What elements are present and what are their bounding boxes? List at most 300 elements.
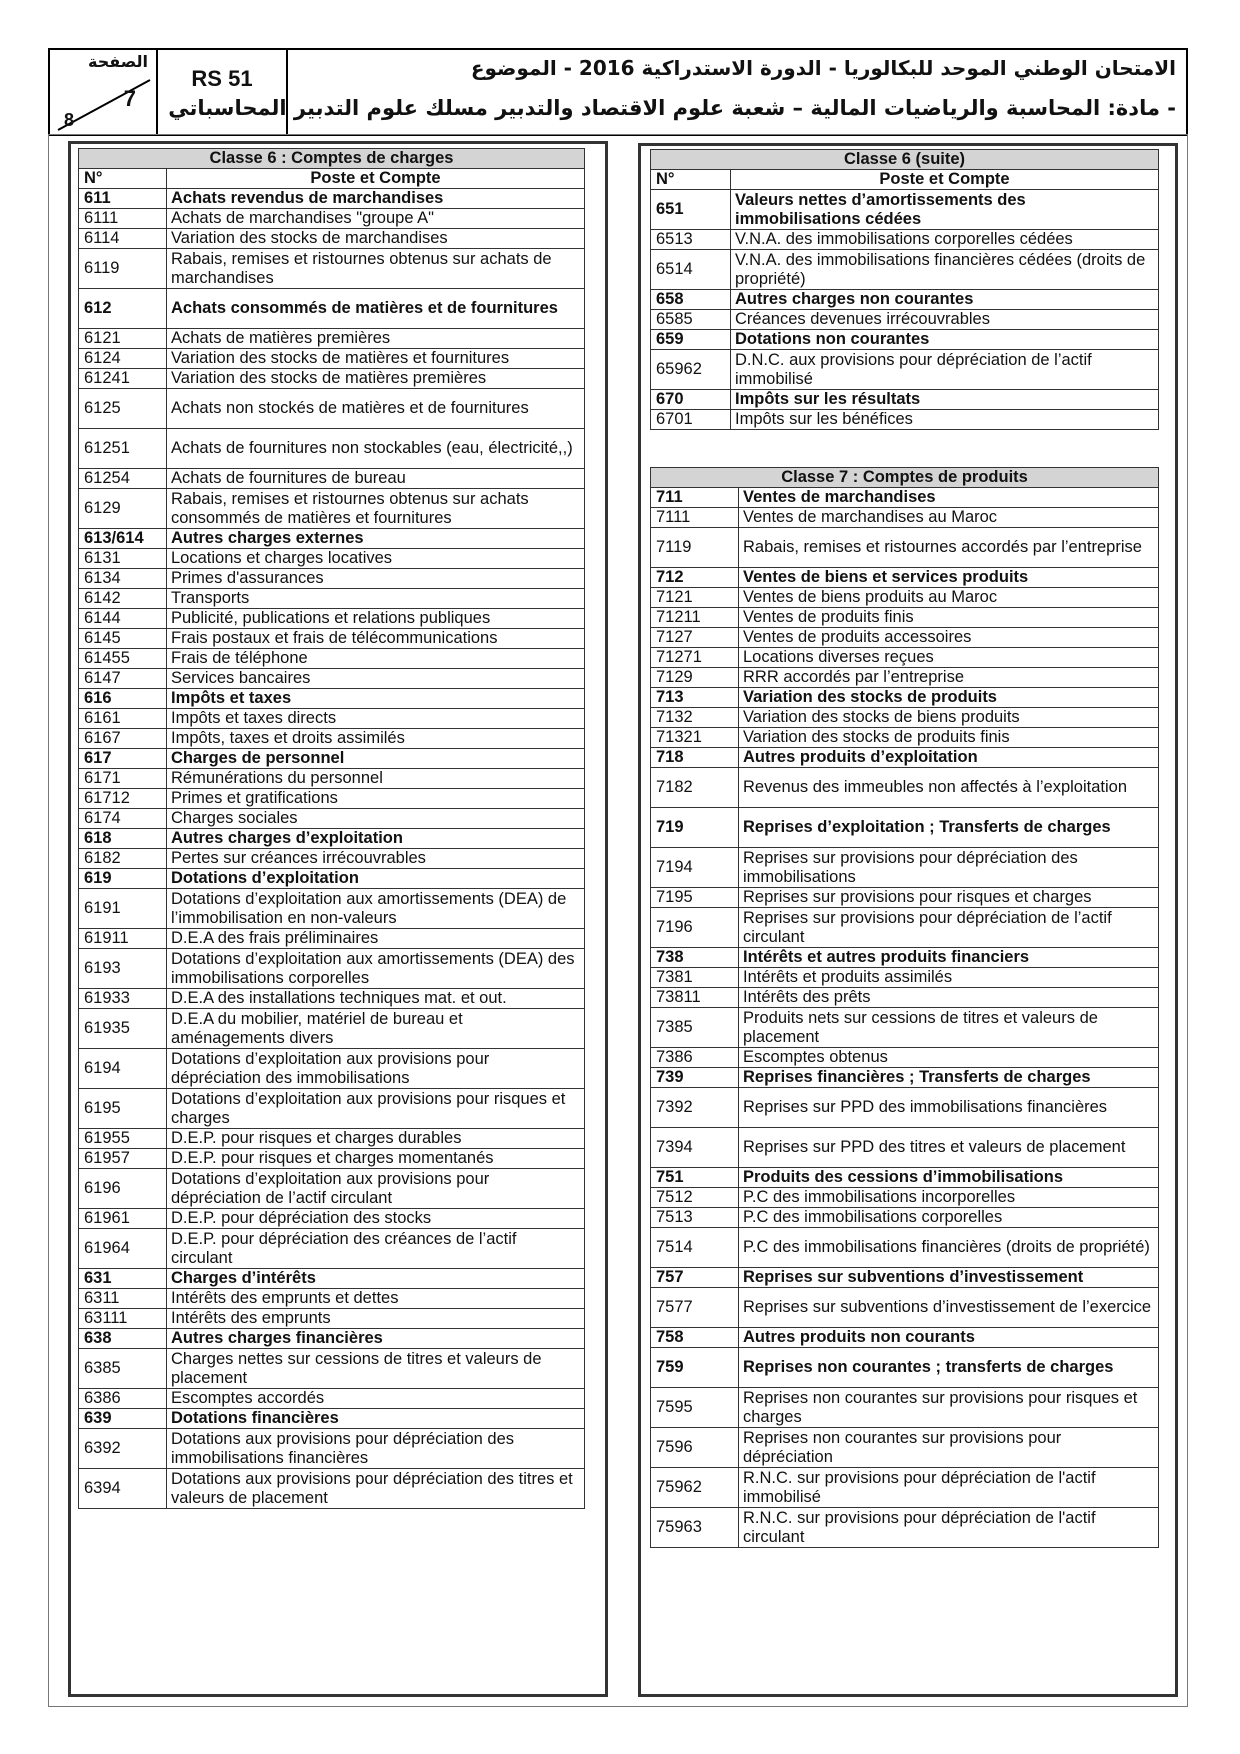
table-row bbox=[79, 829, 585, 849]
account-label: Rabais, remises et ristournes obtenus sur achats consommés de matières et fournitures bbox=[167, 489, 585, 529]
account-number: 7513 bbox=[651, 1208, 739, 1228]
account-number: 638 bbox=[79, 1329, 167, 1349]
account-number: 7392 bbox=[651, 1088, 739, 1128]
account-number: 6129 bbox=[79, 489, 167, 529]
account-number: 61911 bbox=[79, 929, 167, 949]
account-number: 7182 bbox=[651, 768, 739, 808]
account-label: Variation des stocks de biens produits bbox=[739, 708, 1159, 728]
account-label: Intérêts des emprunts bbox=[167, 1309, 585, 1329]
account-number: 6392 bbox=[79, 1429, 167, 1469]
table-row bbox=[651, 528, 1159, 568]
table-row bbox=[79, 1469, 585, 1509]
account-number: 7385 bbox=[651, 1008, 739, 1048]
account-label: Achats non stockés de matières et de fournitures bbox=[167, 389, 585, 429]
account-number: 6514 bbox=[651, 250, 731, 290]
account-label: Primes et gratifications bbox=[167, 789, 585, 809]
account-number: 61251 bbox=[79, 429, 167, 469]
account-label: Variation des stocks de matières premières bbox=[167, 369, 585, 389]
account-label: Services bancaires bbox=[167, 669, 585, 689]
account-number: 6145 bbox=[79, 629, 167, 649]
table-row bbox=[651, 250, 1159, 290]
account-number: 612 bbox=[79, 289, 167, 329]
account-number: 616 bbox=[79, 689, 167, 709]
account-label: Autres charges externes bbox=[167, 529, 585, 549]
table-row bbox=[651, 668, 1159, 688]
page-indicator bbox=[50, 50, 158, 136]
account-label: Dotations aux provisions pour dépréciation des immobilisations financières bbox=[167, 1429, 585, 1469]
account-label: Reprises non courantes ; transferts de charges bbox=[739, 1348, 1159, 1388]
account-number: 6193 bbox=[79, 949, 167, 989]
table-row bbox=[651, 568, 1159, 588]
account-number: 757 bbox=[651, 1268, 739, 1288]
account-number: 7514 bbox=[651, 1228, 739, 1268]
account-label: Créances devenues irrécouvrables bbox=[731, 310, 1159, 330]
account-number: 6394 bbox=[79, 1469, 167, 1509]
account-number: 73811 bbox=[651, 988, 739, 1008]
table-row bbox=[79, 1149, 585, 1169]
account-label: Escomptes obtenus bbox=[739, 1048, 1159, 1068]
table-row bbox=[79, 789, 585, 809]
account-label: Charges d’intérêts bbox=[167, 1269, 585, 1289]
page-label: الصفحة bbox=[87, 52, 148, 71]
account-number: 618 bbox=[79, 829, 167, 849]
table-row bbox=[651, 1228, 1159, 1268]
exam-code-box bbox=[158, 50, 288, 136]
account-label: Ventes de produits finis bbox=[739, 608, 1159, 628]
table-row bbox=[79, 809, 585, 829]
table-row bbox=[79, 249, 585, 289]
table-row bbox=[79, 709, 585, 729]
table-row bbox=[651, 988, 1159, 1008]
table-row bbox=[651, 628, 1159, 648]
account-label: D.E.P. pour dépréciation des stocks bbox=[167, 1209, 585, 1229]
account-label: R.N.C. sur provisions pour dépréciation de l'actif circulant bbox=[739, 1508, 1159, 1548]
account-label: Dotations financières bbox=[167, 1409, 585, 1429]
account-label: D.E.A des installations techniques mat. et out. bbox=[167, 989, 585, 1009]
table-row bbox=[651, 190, 1159, 230]
section-header-row bbox=[651, 150, 1159, 170]
account-number: 7132 bbox=[651, 708, 739, 728]
table-row bbox=[79, 1289, 585, 1309]
account-number: 71321 bbox=[651, 728, 739, 748]
table-row bbox=[79, 1009, 585, 1049]
table-row bbox=[79, 389, 585, 429]
section-header-row bbox=[651, 468, 1159, 488]
table-row bbox=[651, 1288, 1159, 1328]
account-label: Escomptes accordés bbox=[167, 1389, 585, 1409]
account-label: Ventes de marchandises au Maroc bbox=[739, 508, 1159, 528]
table-row bbox=[651, 908, 1159, 948]
account-label: Autres charges financières bbox=[167, 1329, 585, 1349]
table-row bbox=[79, 629, 585, 649]
table-row bbox=[651, 350, 1159, 390]
table-row bbox=[651, 1328, 1159, 1348]
page-total: 8 bbox=[64, 110, 75, 130]
table-row bbox=[79, 1049, 585, 1089]
account-label: Autres produits non courants bbox=[739, 1328, 1159, 1348]
account-number: 61961 bbox=[79, 1209, 167, 1229]
account-number: 6167 bbox=[79, 729, 167, 749]
table-row bbox=[651, 748, 1159, 768]
table-row bbox=[651, 728, 1159, 748]
table-row bbox=[651, 1508, 1159, 1548]
col-header-poste: Poste et Compte bbox=[167, 169, 585, 189]
account-label: V.N.A. des immobilisations financières cédées (droits de propriété) bbox=[731, 250, 1159, 290]
account-label: D.E.P. pour risques et charges durables bbox=[167, 1129, 585, 1149]
column-header-row bbox=[79, 169, 585, 189]
account-number: 6585 bbox=[651, 310, 731, 330]
table-row bbox=[79, 369, 585, 389]
table-row bbox=[79, 649, 585, 669]
account-number: 75962 bbox=[651, 1468, 739, 1508]
account-label: Intérêts des emprunts et dettes bbox=[167, 1289, 585, 1309]
account-label: Reprises sur PPD des titres et valeurs de placement bbox=[739, 1128, 1159, 1168]
account-label: Pertes sur créances irrécouvrables bbox=[167, 849, 585, 869]
account-number: 61935 bbox=[79, 1009, 167, 1049]
table-row bbox=[651, 708, 1159, 728]
account-number: 6131 bbox=[79, 549, 167, 569]
table-row bbox=[651, 310, 1159, 330]
col-header-number: N° bbox=[79, 169, 167, 189]
section-title: Classe 6 : Comptes de charges bbox=[79, 149, 585, 169]
account-number: 61712 bbox=[79, 789, 167, 809]
account-number: 738 bbox=[651, 948, 739, 968]
account-label: Achats de fournitures de bureau bbox=[167, 469, 585, 489]
table-row bbox=[651, 1388, 1159, 1428]
table-row bbox=[79, 1129, 585, 1149]
account-number: 61933 bbox=[79, 989, 167, 1009]
col-header-number: N° bbox=[651, 170, 731, 190]
account-number: 7512 bbox=[651, 1188, 739, 1208]
account-number: 758 bbox=[651, 1328, 739, 1348]
account-label: D.E.P. pour dépréciation des créances de l’actif circulant bbox=[167, 1229, 585, 1269]
account-number: 65962 bbox=[651, 350, 731, 390]
account-label: Variation des stocks de marchandises bbox=[167, 229, 585, 249]
account-label: Dotations d’exploitation aux amortissements (DEA) de l’immobilisation en non-valeurs bbox=[167, 889, 585, 929]
account-label: Dotations d’exploitation bbox=[167, 869, 585, 889]
exam-subject: - مادة: المحاسبة والرياضيات المالية – شعبة علوم الاقتصاد والتدبير مسلك علوم التدبير المحاسباتي bbox=[168, 96, 1176, 120]
column-header-row bbox=[651, 170, 1159, 190]
account-number: 6111 bbox=[79, 209, 167, 229]
account-label: Impôts sur les bénéfices bbox=[731, 410, 1159, 430]
account-label: P.C des immobilisations incorporelles bbox=[739, 1188, 1159, 1208]
table-row bbox=[651, 1008, 1159, 1048]
account-label: Reprises sur subventions d’investissement de l’exercice bbox=[739, 1288, 1159, 1328]
exam-title: الامتحان الوطني الموحد للبكالوريا - الدورة الاستدراكية 2016 - الموضوع bbox=[470, 56, 1176, 80]
account-label: Reprises non courantes sur provisions pour dépréciation bbox=[739, 1428, 1159, 1468]
table-row bbox=[651, 1048, 1159, 1068]
table-row bbox=[79, 1209, 585, 1229]
account-number: 718 bbox=[651, 748, 739, 768]
account-label: Variation des stocks de produits bbox=[739, 688, 1159, 708]
account-number: 711 bbox=[651, 488, 739, 508]
table-row bbox=[651, 848, 1159, 888]
account-number: 75963 bbox=[651, 1508, 739, 1548]
account-number: 61964 bbox=[79, 1229, 167, 1269]
table-row bbox=[79, 1429, 585, 1469]
account-label: P.C des immobilisations financières (droits de propriété) bbox=[739, 1228, 1159, 1268]
account-label: Achats consommés de matières et de fournitures bbox=[167, 289, 585, 329]
table-row bbox=[651, 390, 1159, 410]
account-label: Achats de fournitures non stockables (eau, électricité,,) bbox=[167, 429, 585, 469]
account-label: Autres produits d’exploitation bbox=[739, 748, 1159, 768]
account-number: 7381 bbox=[651, 968, 739, 988]
account-label: Charges de personnel bbox=[167, 749, 585, 769]
account-number: 759 bbox=[651, 1348, 739, 1388]
account-number: 7195 bbox=[651, 888, 739, 908]
table-row bbox=[651, 588, 1159, 608]
account-number: 7127 bbox=[651, 628, 739, 648]
account-label: Dotations d’exploitation aux amortissements (DEA) des immobilisations corporelles bbox=[167, 949, 585, 989]
account-number: 6134 bbox=[79, 569, 167, 589]
account-label: Reprises non courantes sur provisions pour risques et charges bbox=[739, 1388, 1159, 1428]
account-label: Reprises sur provisions pour dépréciation des immobilisations bbox=[739, 848, 1159, 888]
table-row bbox=[79, 329, 585, 349]
account-number: 6119 bbox=[79, 249, 167, 289]
table-row bbox=[79, 1329, 585, 1349]
account-number: 61241 bbox=[79, 369, 167, 389]
table-row bbox=[651, 648, 1159, 668]
account-number: 751 bbox=[651, 1168, 739, 1188]
table-row bbox=[79, 869, 585, 889]
account-label: Intérêts des prêts bbox=[739, 988, 1159, 1008]
account-number: 7577 bbox=[651, 1288, 739, 1328]
account-label: Reprises sur PPD des immobilisations financières bbox=[739, 1088, 1159, 1128]
table-row bbox=[651, 1128, 1159, 1168]
account-label: Rémunérations du personnel bbox=[167, 769, 585, 789]
account-number: 6121 bbox=[79, 329, 167, 349]
account-label: Impôts sur les résultats bbox=[731, 390, 1159, 410]
account-label: P.C des immobilisations corporelles bbox=[739, 1208, 1159, 1228]
account-label: D.N.C. aux provisions pour dépréciation de l’actif immobilisé bbox=[731, 350, 1159, 390]
table-row bbox=[79, 609, 585, 629]
account-label: Autres charges non courantes bbox=[731, 290, 1159, 310]
table-row bbox=[651, 1208, 1159, 1228]
account-label: Publicité, publications et relations publiques bbox=[167, 609, 585, 629]
section-header-row bbox=[79, 149, 585, 169]
account-number: 6114 bbox=[79, 229, 167, 249]
account-number: 6182 bbox=[79, 849, 167, 869]
table-row bbox=[651, 1168, 1159, 1188]
section-title: Classe 6 (suite) bbox=[651, 150, 1159, 170]
table-row bbox=[79, 889, 585, 929]
account-label: Revenus des immeubles non affectés à l’exploitation bbox=[739, 768, 1159, 808]
account-label: Achats de marchandises "groupe A" bbox=[167, 209, 585, 229]
account-label: Dotations d’exploitation aux provisions pour dépréciation des immobilisations bbox=[167, 1049, 585, 1089]
account-number: 631 bbox=[79, 1269, 167, 1289]
account-label: D.E.A des frais préliminaires bbox=[167, 929, 585, 949]
table-row bbox=[79, 189, 585, 209]
account-label: Variation des stocks de matières et fournitures bbox=[167, 349, 585, 369]
account-label: Reprises sur subventions d’investissement bbox=[739, 1268, 1159, 1288]
account-number: 651 bbox=[651, 190, 731, 230]
table-row bbox=[79, 929, 585, 949]
account-number: 6171 bbox=[79, 769, 167, 789]
account-label: Achats de matières premières bbox=[167, 329, 585, 349]
account-number: 7394 bbox=[651, 1128, 739, 1168]
table-row bbox=[79, 1389, 585, 1409]
account-label: Impôts et taxes bbox=[167, 689, 585, 709]
account-number: 6147 bbox=[79, 669, 167, 689]
account-number: 670 bbox=[651, 390, 731, 410]
account-label: Ventes de biens et services produits bbox=[739, 568, 1159, 588]
table-row bbox=[79, 289, 585, 329]
account-number: 63111 bbox=[79, 1309, 167, 1329]
table-row bbox=[651, 1468, 1159, 1508]
table-row bbox=[79, 1229, 585, 1269]
table-row bbox=[79, 209, 585, 229]
table-row bbox=[651, 1068, 1159, 1088]
table-row bbox=[651, 1348, 1159, 1388]
account-label: RRR accordés par l’entreprise bbox=[739, 668, 1159, 688]
table-row bbox=[651, 290, 1159, 310]
account-label: Valeurs nettes d’amortissements des immobilisations cédées bbox=[731, 190, 1159, 230]
account-number: 639 bbox=[79, 1409, 167, 1429]
account-number: 71271 bbox=[651, 648, 739, 668]
account-number: 6144 bbox=[79, 609, 167, 629]
table-row bbox=[79, 1409, 585, 1429]
account-label: D.E.P. pour risques et charges momentanés bbox=[167, 1149, 585, 1169]
account-label: Rabais, remises et ristournes obtenus sur achats de marchandises bbox=[167, 249, 585, 289]
account-number: 739 bbox=[651, 1068, 739, 1088]
table-row bbox=[79, 849, 585, 869]
table-row bbox=[79, 689, 585, 709]
table-row bbox=[79, 729, 585, 749]
account-number: 7595 bbox=[651, 1388, 739, 1428]
account-number: 6385 bbox=[79, 1349, 167, 1389]
table-row bbox=[79, 1269, 585, 1289]
account-label: Reprises financières ; Transferts de charges bbox=[739, 1068, 1159, 1088]
account-number: 713 bbox=[651, 688, 739, 708]
account-number: 7196 bbox=[651, 908, 739, 948]
produits-accounts-table bbox=[650, 467, 1159, 1548]
table-row bbox=[651, 768, 1159, 808]
table-row bbox=[651, 888, 1159, 908]
account-label: Rabais, remises et ristournes accordés par l’entreprise bbox=[739, 528, 1159, 568]
account-number: 7121 bbox=[651, 588, 739, 608]
account-label: Ventes de produits accessoires bbox=[739, 628, 1159, 648]
table-row bbox=[79, 589, 585, 609]
account-number: 61957 bbox=[79, 1149, 167, 1169]
classe6-suite-table bbox=[650, 149, 1159, 430]
account-number: 6196 bbox=[79, 1169, 167, 1209]
account-label: Impôts et taxes directs bbox=[167, 709, 585, 729]
account-label: D.E.A du mobilier, matériel de bureau et aménagements divers bbox=[167, 1009, 585, 1049]
account-label: Ventes de biens produits au Maroc bbox=[739, 588, 1159, 608]
account-number: 6191 bbox=[79, 889, 167, 929]
account-number: 7194 bbox=[651, 848, 739, 888]
page-number: 7 bbox=[123, 86, 136, 111]
col-header-poste: Poste et Compte bbox=[731, 170, 1159, 190]
account-number: 61955 bbox=[79, 1129, 167, 1149]
account-number: 6174 bbox=[79, 809, 167, 829]
account-label: Ventes de marchandises bbox=[739, 488, 1159, 508]
table-row bbox=[79, 469, 585, 489]
table-row bbox=[651, 688, 1159, 708]
table-row bbox=[79, 429, 585, 469]
account-label: Autres charges d’exploitation bbox=[167, 829, 585, 849]
table-row bbox=[79, 949, 585, 989]
account-number: 7596 bbox=[651, 1428, 739, 1468]
table-row bbox=[79, 229, 585, 249]
account-label: Dotations d’exploitation aux provisions pour risques et charges bbox=[167, 1089, 585, 1129]
account-number: 6386 bbox=[79, 1389, 167, 1409]
account-label: Locations et charges locatives bbox=[167, 549, 585, 569]
account-label: Reprises sur provisions pour risques et charges bbox=[739, 888, 1159, 908]
table-row bbox=[79, 1349, 585, 1389]
account-number: 7129 bbox=[651, 668, 739, 688]
table-row bbox=[79, 569, 585, 589]
account-number: 71211 bbox=[651, 608, 739, 628]
table-row bbox=[79, 549, 585, 569]
account-label: Intérêts et autres produits financiers bbox=[739, 948, 1159, 968]
account-label: Frais de téléphone bbox=[167, 649, 585, 669]
account-label: Achats revendus de marchandises bbox=[167, 189, 585, 209]
account-label: Impôts, taxes et droits assimilés bbox=[167, 729, 585, 749]
table-row bbox=[651, 508, 1159, 528]
account-number: 659 bbox=[651, 330, 731, 350]
exam-header bbox=[48, 48, 1188, 136]
table-row bbox=[651, 488, 1159, 508]
account-label: Locations diverses reçues bbox=[739, 648, 1159, 668]
account-number: 6311 bbox=[79, 1289, 167, 1309]
account-number: 6701 bbox=[651, 410, 731, 430]
exam-code: RS 51 bbox=[191, 66, 253, 91]
table-row bbox=[79, 349, 585, 369]
account-number: 61254 bbox=[79, 469, 167, 489]
table-row bbox=[651, 1428, 1159, 1468]
account-number: 6142 bbox=[79, 589, 167, 609]
account-label: Dotations aux provisions pour dépréciation des titres et valeurs de placement bbox=[167, 1469, 585, 1509]
account-label: Dotations non courantes bbox=[731, 330, 1159, 350]
table-row bbox=[79, 1169, 585, 1209]
table-row bbox=[651, 948, 1159, 968]
table-row bbox=[79, 989, 585, 1009]
table-row bbox=[651, 1268, 1159, 1288]
charges-accounts-table bbox=[78, 148, 585, 1509]
account-number: 6161 bbox=[79, 709, 167, 729]
account-number: 6195 bbox=[79, 1089, 167, 1129]
table-row bbox=[79, 529, 585, 549]
account-label: V.N.A. des immobilisations corporelles cédées bbox=[731, 230, 1159, 250]
account-number: 6125 bbox=[79, 389, 167, 429]
account-label: Frais postaux et frais de télécommunications bbox=[167, 629, 585, 649]
account-number: 712 bbox=[651, 568, 739, 588]
account-label: Produits nets sur cessions de titres et valeurs de placement bbox=[739, 1008, 1159, 1048]
account-number: 7386 bbox=[651, 1048, 739, 1068]
table-row bbox=[651, 1188, 1159, 1208]
account-number: 6124 bbox=[79, 349, 167, 369]
table-row bbox=[79, 1309, 585, 1329]
account-number: 617 bbox=[79, 749, 167, 769]
table-row bbox=[651, 608, 1159, 628]
table-row bbox=[651, 1088, 1159, 1128]
account-number: 613/614 bbox=[79, 529, 167, 549]
account-label: Variation des stocks de produits finis bbox=[739, 728, 1159, 748]
table-row bbox=[651, 230, 1159, 250]
table-row bbox=[651, 808, 1159, 848]
account-label: Primes d'assurances bbox=[167, 569, 585, 589]
account-number: 7111 bbox=[651, 508, 739, 528]
section-title: Classe 7 : Comptes de produits bbox=[651, 468, 1159, 488]
table-row bbox=[651, 330, 1159, 350]
account-label: Produits des cessions d’immobilisations bbox=[739, 1168, 1159, 1188]
account-label: Intérêts et produits assimilés bbox=[739, 968, 1159, 988]
account-label: Dotations d’exploitation aux provisions pour dépréciation de l’actif circulant bbox=[167, 1169, 585, 1209]
account-number: 61455 bbox=[79, 649, 167, 669]
table-row bbox=[79, 1089, 585, 1129]
table-row bbox=[79, 769, 585, 789]
